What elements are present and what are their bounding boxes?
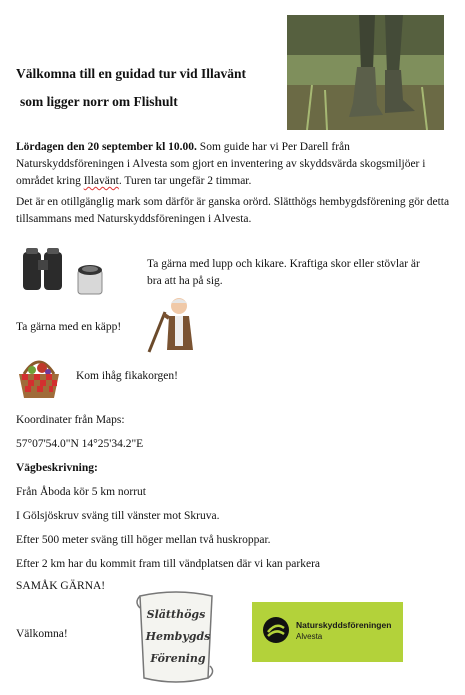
title-line-2: som ligger norr om Flishult <box>20 94 178 109</box>
picnic-basket-icon <box>16 352 62 400</box>
lupp-tip: Ta gärna med lupp och kikare. Kraftiga skor eller stövlar är bra att ha på sig. <box>147 258 420 287</box>
title-line-1: Välkomna till en guidad tur vid Illavänt <box>16 66 247 81</box>
closing-text: Välkomna! <box>16 628 68 640</box>
hembygd-logo-line-3: Förening <box>150 652 206 665</box>
samak-text: SAMÅK GÄRNA! <box>16 580 106 592</box>
fika-tip: Kom ihåg fikakorgen! <box>76 370 178 382</box>
old-man-with-cane-icon <box>143 296 205 354</box>
naturskydd-logo-name: Naturskyddsföreningen <box>296 620 392 630</box>
binoculars-loupe-icon <box>20 246 108 296</box>
boots-photo-drawing <box>287 15 444 130</box>
naturskydd-emblem-icon <box>262 616 290 644</box>
direction-step-3: Efter 500 meter sväng till höger mellan två huskroppar. <box>16 534 271 546</box>
direction-step-2: I Gölsjöskruv sväng till vänster mot Skruva. <box>16 510 220 522</box>
kapp-tip: Ta gärna med en käpp! <box>16 321 122 333</box>
hembygd-logo-line-2: Hembygds <box>145 630 211 643</box>
naturskyddsforeningen-logo <box>252 602 403 662</box>
hembygdsforening-logo <box>128 588 224 688</box>
boots-photo <box>287 15 444 130</box>
coords-label-text: Koordinater från Maps: <box>16 414 125 426</box>
coords-label <box>16 414 125 426</box>
coords-value: 57°07'54.0"N 14°25'34.2"E <box>16 438 144 450</box>
hembygd-logo-line-1: Slätthögs <box>146 608 206 621</box>
directions-heading: Vägbeskrivning: <box>16 462 98 474</box>
intro-place: Illavänt <box>83 175 119 187</box>
info-paragraph: Det är en otillgänglig mark som därför är ganska orörd. Slätthögs hembygdsförening gör detta tillsammans med Naturskyddsföreningen i Alvesta. <box>16 196 450 225</box>
intro-text-2: . Turen tar ungefär 2 timmar. <box>118 175 252 187</box>
naturskydd-logo-sub: Alvesta <box>296 632 323 641</box>
intro-text-1: Som guide har vi Per Darell från Naturskyddsföreningen i Alvesta som gjort en inventering av skyddsvärda skogsmiljöer i området kring <box>16 141 426 187</box>
intro-date: Lördagen den 20 september kl 10.00. <box>16 141 197 153</box>
direction-step-1: Från Åboda kör 5 km norrut <box>16 486 146 498</box>
intro-paragraph <box>16 139 452 190</box>
direction-step-4: Efter 2 km har du kommit fram till vändplatsen där vi kan parkera <box>16 558 321 570</box>
